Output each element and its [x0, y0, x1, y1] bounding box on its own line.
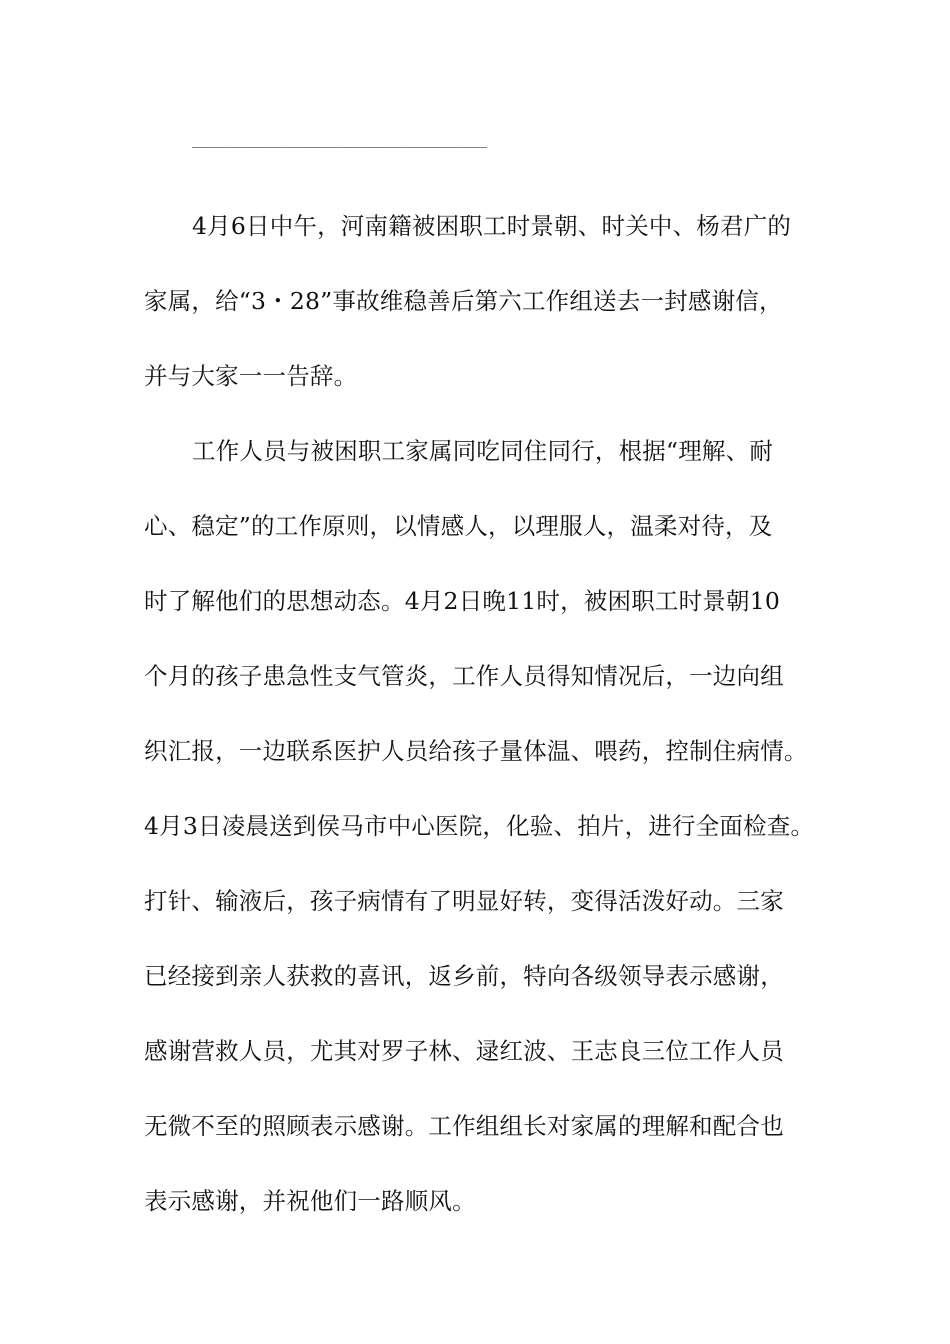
text-line: 时了解他们的思想动态。4月2日晚11时，被困职工时景朝10	[144, 587, 781, 615]
text-line: 表示感谢，并祝他们一路顺风。	[144, 1187, 476, 1215]
text-line: 个月的孩子患急性支气管炎，工作人员得知情况后，一边向组	[144, 662, 784, 690]
text-line: 心、稳定”的工作原则，以情感人，以理服人，温柔对待，及	[144, 512, 773, 540]
text-line: 4月3日凌晨送到侯马市中心医院，化验、拍片，进行全面检查。	[144, 812, 815, 840]
text-line: 家属，给“3・28”事故维稳善后第六工作组送去一封感谢信，	[144, 287, 783, 315]
text-line: 打针、输液后，孩子病情有了明显好转，变得活泼好动。三家	[144, 887, 784, 915]
text-line: 工作人员与被困职工家属同吃同住同行，根据“理解、耐	[192, 437, 774, 465]
text-line: 4月6日中午，河南籍被困职工时景朝、时关中、杨君广的	[192, 212, 792, 240]
text-line: 并与大家一一告辞。	[144, 362, 358, 390]
text-line: 无微不至的照顾表示感谢。工作组组长对家属的理解和配合也	[144, 1112, 784, 1140]
separator-rule: ___________________________________	[192, 132, 488, 148]
text-line: 已经接到亲人获救的喜讯，返乡前，特向各级领导表示感谢，	[144, 962, 784, 990]
text-line: 织汇报，一边联系医护人员给孩子量体温、喂药，控制住病情。	[144, 737, 808, 765]
text-line: 感谢营救人员，尤其对罗子林、逯红波、王志良三位工作人员	[144, 1037, 784, 1065]
